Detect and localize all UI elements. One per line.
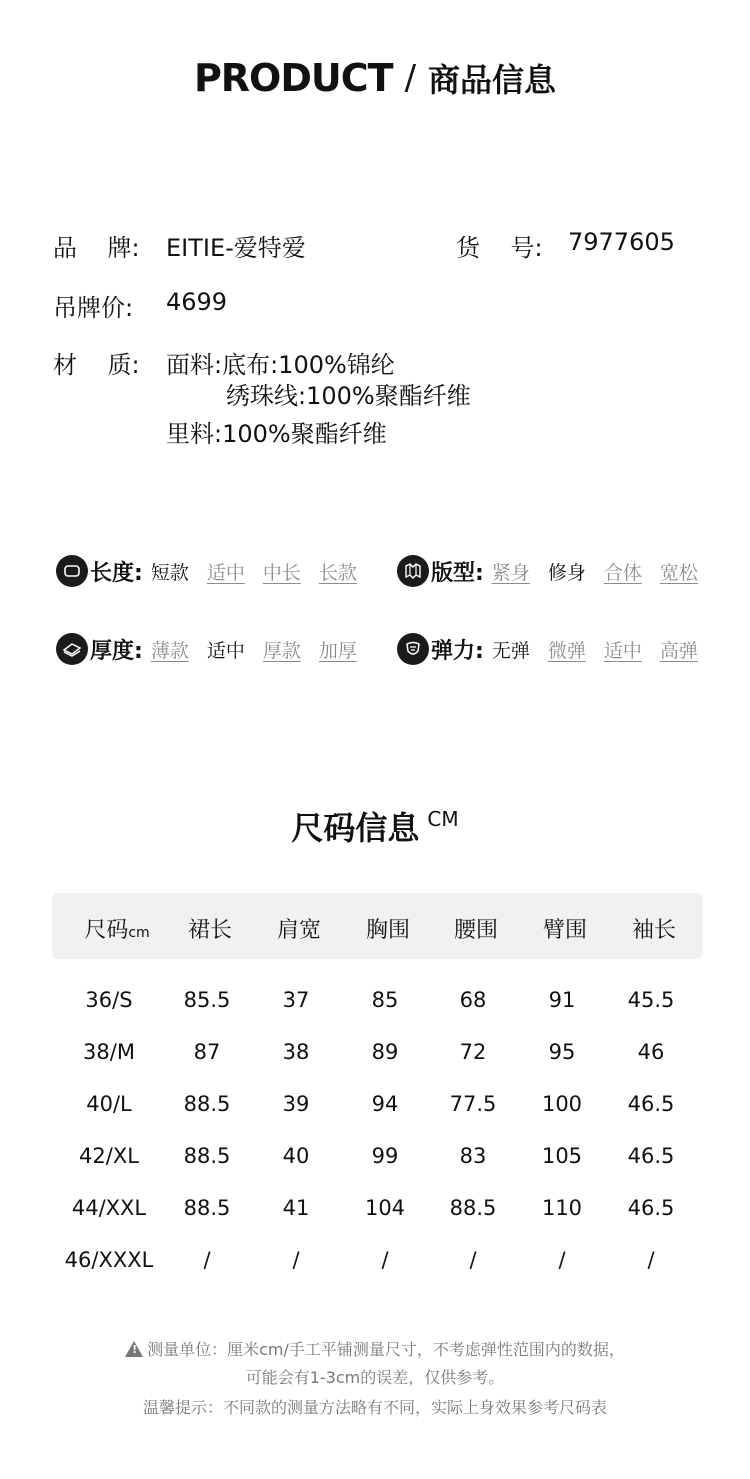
size-row-label: 36/S: [85, 988, 133, 1012]
size-cell: 89: [371, 1040, 399, 1064]
size-cell: 110: [541, 1196, 583, 1220]
header-cell: 裙长: [187, 918, 233, 943]
fit-icon: [397, 555, 429, 587]
size-cell: 77.5: [449, 1092, 497, 1116]
header-cell: 胸围: [365, 918, 411, 943]
header-separator: /: [404, 58, 417, 98]
header-cell: 腰围: [453, 918, 499, 943]
size-row-label: 46/XXXL: [64, 1248, 154, 1272]
attr-thickness-label: 厚度:: [90, 638, 143, 664]
attr-elasticity: [397, 631, 698, 667]
size-cell: 46.5: [627, 1092, 675, 1116]
size-cell: 46.5: [627, 1196, 675, 1220]
size-cell: 40: [282, 1144, 310, 1168]
attr-length-label: 长度:: [90, 560, 143, 586]
thickness-icon: [56, 633, 88, 665]
size-cell: 87: [193, 1040, 221, 1064]
header-cell: 肩宽: [276, 918, 322, 943]
warning-icon: [125, 1341, 143, 1357]
attr-thickness-option: 薄款: [150, 639, 189, 662]
size-cell: 72: [459, 1040, 487, 1064]
attr-elasticity-label: 弹力:: [431, 638, 484, 664]
brand-value: EITIE-爱特爱: [166, 234, 306, 262]
size-cell: 46.5: [627, 1144, 675, 1168]
size-cell: 88.5: [449, 1196, 497, 1220]
size-cell: /: [647, 1248, 655, 1272]
size-cell: 100: [541, 1092, 583, 1116]
attr-fit: [397, 553, 698, 589]
attr-elasticity-option: 无弹: [491, 639, 530, 662]
size-row-label: 42/XL: [79, 1144, 139, 1168]
attr-length-option: 短款: [150, 561, 189, 584]
header-cell: 臂围: [542, 918, 588, 943]
size-table-header: [52, 893, 703, 959]
size-cell: 39: [282, 1092, 310, 1116]
header-title-zh: 商品信息: [428, 61, 557, 99]
size-cell: /: [469, 1248, 477, 1272]
attr-elasticity-option: 适中: [603, 639, 642, 662]
size-section-title: [0, 803, 750, 849]
size-cell: 38: [282, 1040, 310, 1064]
size-title-text: 尺码信息: [291, 809, 420, 847]
attr-fit-option: 合体: [603, 561, 642, 584]
material-line-2: 绣珠线:100%聚酯纤维: [226, 382, 471, 410]
size-cell: 88.5: [183, 1144, 231, 1168]
size-cell: 105: [541, 1144, 583, 1168]
note-line-2: 可能会有1-3cm的误差，仅供参考。: [245, 1368, 505, 1387]
sku-label: 货 号:: [456, 234, 543, 262]
attr-fit-option: 紧身: [491, 561, 530, 584]
size-cell: 99: [371, 1144, 399, 1168]
price-label: 吊牌价:: [53, 294, 134, 322]
size-cell: 85: [371, 988, 399, 1012]
elasticity-icon: [397, 633, 429, 665]
header-cell: 袖长: [631, 918, 677, 943]
size-cell: 91: [548, 988, 576, 1012]
size-cell: 85.5: [183, 988, 231, 1012]
size-cell: 94: [371, 1092, 399, 1116]
attr-fit-option: 修身: [547, 561, 586, 584]
size-cell: 37: [282, 988, 310, 1012]
size-cell: 95: [548, 1040, 576, 1064]
size-row-label: 44/XXL: [71, 1196, 147, 1220]
size-cell: 46: [637, 1040, 665, 1064]
size-row-label: 40/L: [86, 1092, 132, 1116]
attr-fit-label: 版型:: [431, 560, 484, 586]
attr-elasticity-option: 高弹: [659, 639, 698, 662]
attr-elasticity-option: 微弹: [547, 639, 586, 662]
size-row-label: 38/M: [83, 1040, 135, 1064]
material-line-1: 面料:底布:100%锦纶: [166, 351, 395, 379]
size-cell: /: [203, 1248, 211, 1272]
attr-length-option: 中长: [262, 561, 301, 584]
size-cell: 88.5: [183, 1092, 231, 1116]
size-cell: /: [381, 1248, 389, 1272]
brand-label: 品 牌:: [53, 234, 140, 262]
attr-length-option: 长款: [318, 561, 357, 584]
note-text-1: 测量单位：厘米cm/手工平铺测量尺寸，不考虑弹性范围内的数据，: [147, 1340, 625, 1359]
note-line-3: 温馨提示：不同款的测量方法略有不同，实际上身效果参考尺码表: [142, 1398, 607, 1417]
material-line-3: 里料:100%聚酯纤维: [166, 420, 387, 448]
note-line-1: [0, 1337, 750, 1360]
size-cell: 68: [459, 988, 487, 1012]
sku-value: 7977605: [568, 228, 675, 256]
page-header: [0, 55, 750, 101]
attr-fit-option: 宽松: [659, 561, 698, 584]
attr-thickness-option: 加厚: [318, 639, 357, 662]
attr-length-option: 适中: [206, 561, 245, 584]
material-label: 材 质:: [53, 351, 140, 379]
header-unit: cm: [128, 925, 150, 941]
attr-length: [56, 553, 357, 589]
attr-thickness-option: 厚款: [262, 639, 301, 662]
size-cell: 88.5: [183, 1196, 231, 1220]
size-cell: 83: [459, 1144, 487, 1168]
attr-thickness-option: 适中: [206, 639, 245, 662]
size-title-unit: CM: [427, 807, 459, 831]
attr-thickness: [56, 631, 357, 667]
size-cell: /: [558, 1248, 566, 1272]
size-cell: /: [292, 1248, 300, 1272]
size-cell: 41: [282, 1196, 310, 1220]
header-title-en: PRODUCT: [193, 56, 393, 100]
dress-length-icon: [56, 555, 88, 587]
size-cell: 104: [364, 1196, 406, 1220]
size-cell: 45.5: [627, 988, 675, 1012]
header-cell-size: 尺码cm: [84, 918, 150, 943]
price-value: 4699: [166, 288, 228, 316]
